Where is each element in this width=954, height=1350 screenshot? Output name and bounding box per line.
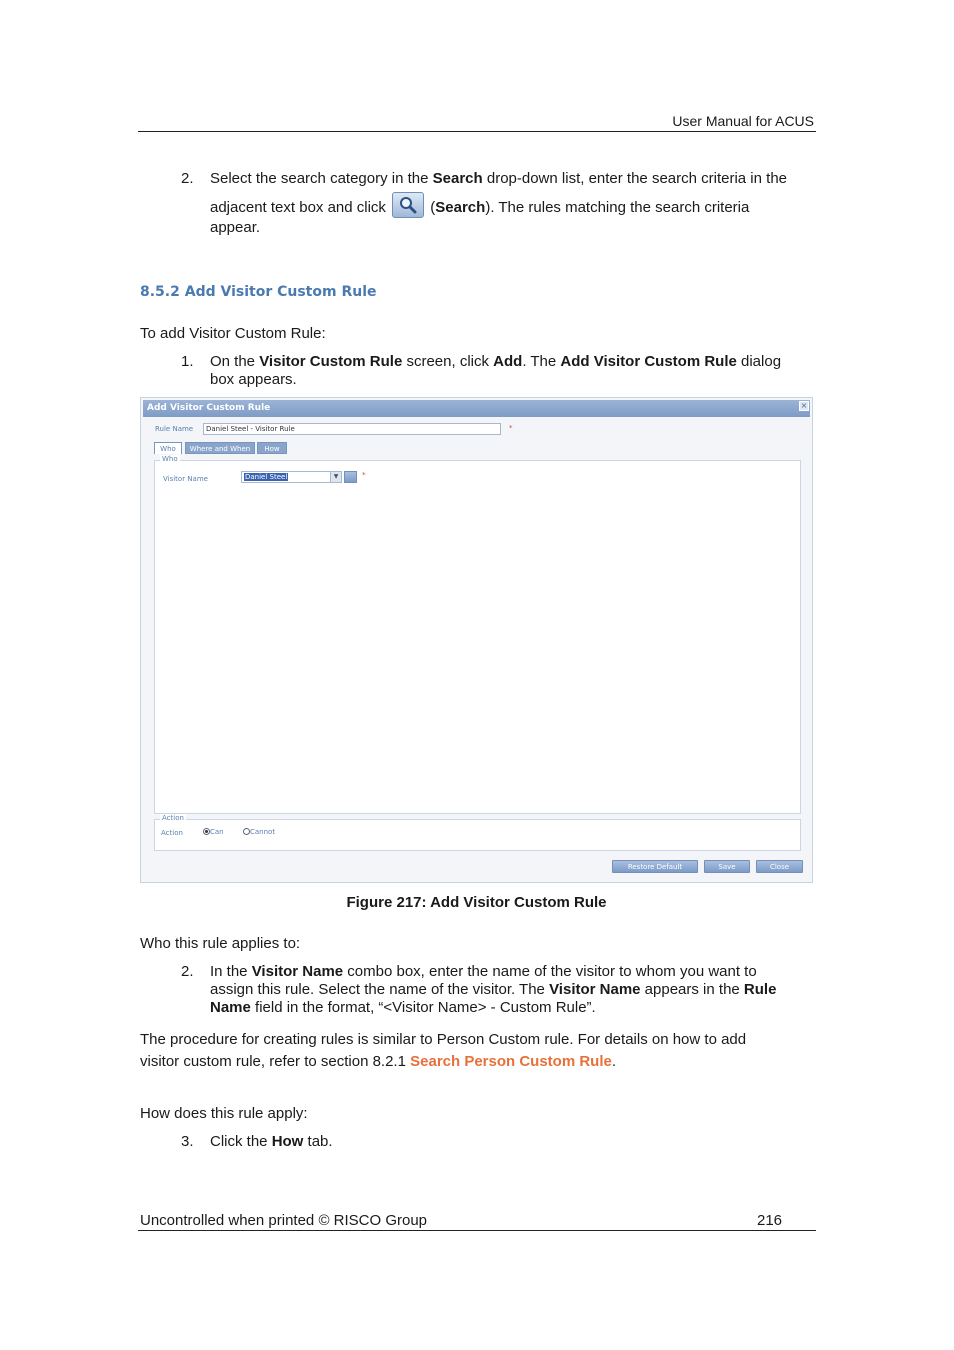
search-icon [392,192,424,218]
page-number: 216 [757,1212,783,1229]
who-legend: Who [162,455,178,463]
dialog-title: Add Visitor Custom Rule [143,400,810,417]
save-button[interactable]: Save [704,860,750,873]
header-title: User Manual for ACUS [672,113,814,129]
who-panel [154,455,801,814]
step-text: In the Visitor Name combo box, enter the name of the visitor to whom you want to assign this rule. Select the name of the visitor. The Visitor Name appears in the Rule Name field in the format, “<Visitor Name> - Custom Rule”. [210,963,777,1016]
footer-text: Uncontrolled when printed © RISCO Group [140,1212,428,1229]
search-person-custom-rule-link[interactable]: Search Person Custom Rule [410,1053,612,1070]
header-rule [138,131,816,132]
add-visitor-custom-rule-dialog [140,397,813,883]
visitor-name-label: Visitor Name [163,475,208,483]
section-heading: 8.5.2 Add Visitor Custom Rule [140,284,377,300]
rule-name-field[interactable]: Daniel Steel - Visitor Rule [203,423,501,435]
visitor-search-button[interactable] [344,471,357,483]
restore-default-button[interactable]: Restore Default [612,860,698,873]
required-mark: * [362,471,366,479]
action-label: Action [161,829,183,837]
intro-text: To add Visitor Custom Rule: [140,325,326,342]
step-text-cont: adjacent text box and click (Search). The rules matching the search criteria [210,192,815,218]
radio-cannot[interactable]: Cannot [243,828,275,836]
visitor-name-combo[interactable] [241,471,342,483]
step-text: Click the How tab. [210,1133,333,1150]
close-button[interactable]: Close [756,860,803,873]
step-number: 3. [181,1133,194,1150]
figure-caption: Figure 217: Add Visitor Custom Rule [346,894,607,911]
step-number: 2. [181,963,194,980]
step-text: Select the search category in the Search drop-down list, enter the search criteria in the [210,170,788,187]
required-mark: * [509,424,513,432]
action-panel [154,814,801,851]
visitor-name-value: Daniel Steel [245,473,288,481]
footer-rule [138,1230,816,1231]
close-icon[interactable]: × [800,401,808,410]
step-text-end: appear. [210,219,261,236]
who-intro: Who this rule applies to: [140,935,301,952]
procedure-text: The procedure for creating rules is similar to Person Custom rule. For details on how to add visitor custom rule, refer to section 8.2.1 Search Person Custom Rule. [140,1031,747,1070]
radio-button[interactable] [203,828,210,835]
radio-button[interactable] [243,828,250,835]
step-number: 2. [181,170,194,187]
rule-name-label: Rule Name [155,425,194,433]
radio-can[interactable]: Can [203,828,224,836]
tab-who[interactable]: Who [154,442,182,454]
step-text: On the Visitor Custom Rule screen, click Add. The Add Visitor Custom Rule dialog box appears. [210,353,782,388]
tab-where-and-when[interactable]: Where and When [185,442,255,454]
tab-how[interactable]: How [257,442,287,454]
step-number: 1. [181,353,194,370]
chevron-down-icon[interactable]: ▼ [330,472,341,482]
action-legend: Action [162,814,184,822]
how-intro: How does this rule apply: [140,1105,308,1122]
